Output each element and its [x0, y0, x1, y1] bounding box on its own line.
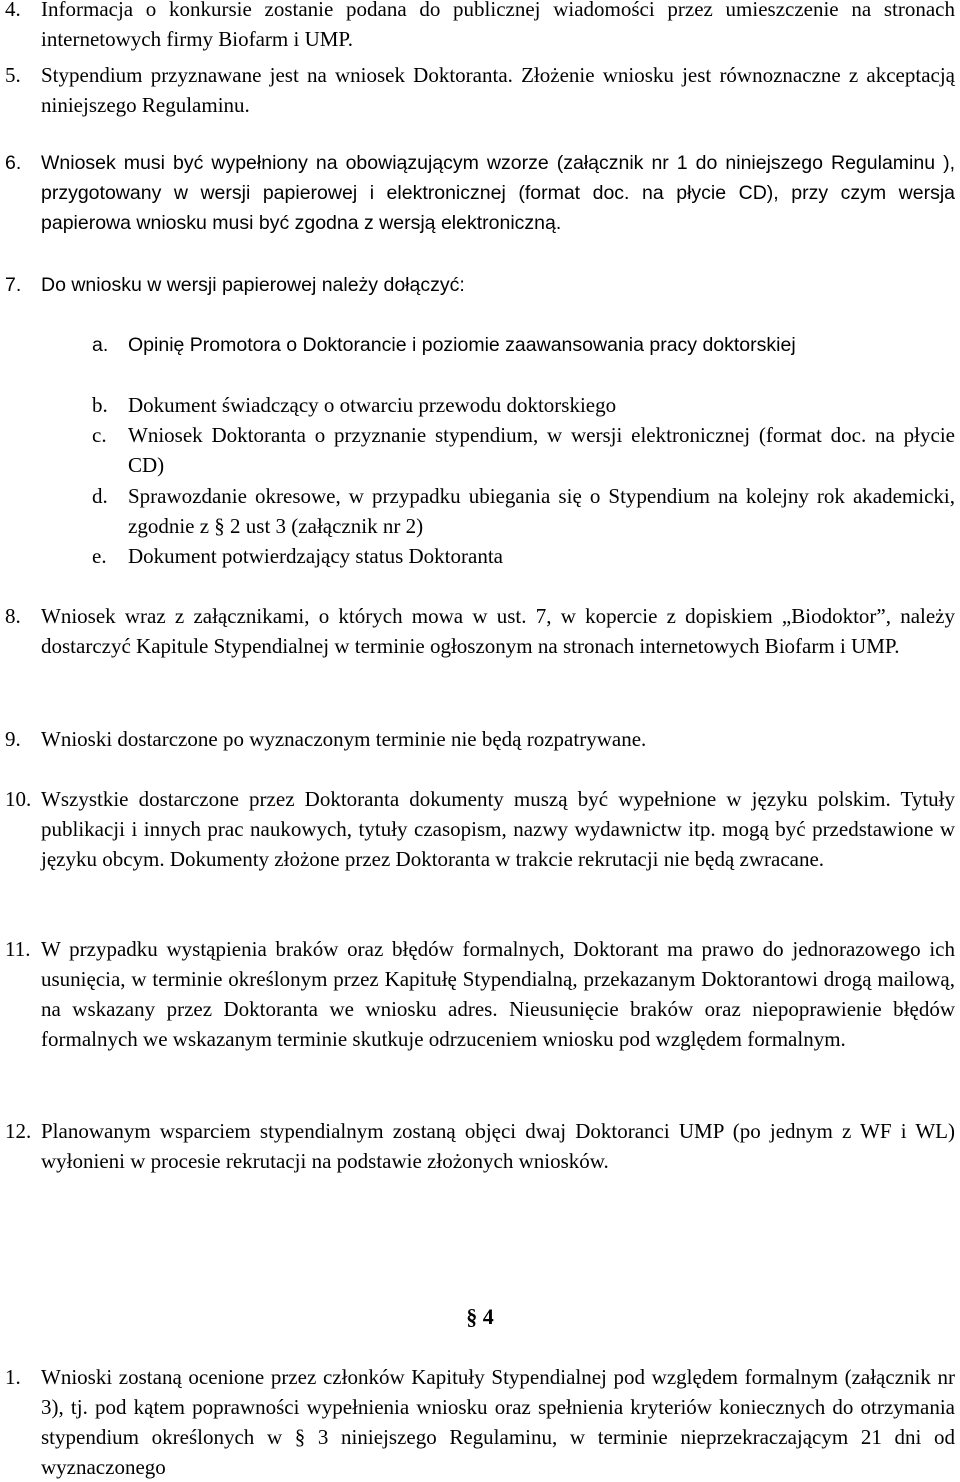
sub-item-letter: d.	[92, 484, 108, 508]
sub-list-item	[92, 420, 955, 480]
item-number: 4.	[5, 0, 21, 21]
item-text: Stypendium przyznawane jest na wniosek Doktoranta. Złożenie wniosku jest równoznaczne z akceptacją niniejszego Regulaminu.	[41, 63, 955, 117]
sub-item-text: Sprawozdanie okresowe, w przypadku ubiegania się o Stypendium na kolejny rok akademicki, zgodnie z § 2 ust 3 (załącznik nr 2)	[128, 484, 955, 538]
item-text: Informacja o konkursie zostanie podana do publicznej wiadomości przez umieszczenie na stronach internetowych firmy Biofarm i UMP.	[41, 0, 955, 51]
sub-item-letter: c.	[92, 423, 107, 447]
sub-item-letter: a.	[92, 334, 109, 356]
item-text: Wnioski zostaną ocenione przez członków Kapituły Stypendialnej pod względem formalnym (załącznik nr 3), tj. pod kątem poprawności wypełnienia wniosku oraz spełnienia kryteriów koniecznych do otrzymania stypendium określonych w § 3 niniejszego Regulaminu, w terminie nieprzekraczającym 21 dni od wyznaczonego	[41, 1365, 955, 1479]
list-item	[5, 270, 955, 300]
sub-list-item	[92, 481, 955, 541]
list-item	[5, 601, 955, 661]
list-item	[5, 0, 955, 54]
item-number: 8.	[5, 604, 21, 628]
sub-item-text: Opinię Promotora o Doktorancie i poziomie zaawansowania pracy doktorskiej	[128, 334, 796, 356]
sub-list-item	[92, 390, 955, 420]
list-item	[5, 1116, 955, 1176]
sub-item-letter: b.	[92, 393, 108, 417]
item-number: 11.	[5, 937, 31, 961]
item-number: 12.	[5, 1119, 32, 1143]
item-number: 10.	[5, 787, 32, 811]
list-item	[5, 1362, 955, 1482]
section-heading: § 4	[466, 1304, 494, 1329]
item-text: Wnioski dostarczone po wyznaczonym terminie nie będą rozpatrywane.	[41, 727, 647, 751]
item-text: Wszystkie dostarczone przez Doktoranta dokumenty muszą być wypełnione w języku polskim. Tytuły publikacji i innych prac naukowych, tytuły czasopism, nazwy wydawnictw itp. mogą być przedstawione w języku obcym. Dokumenty złożone przez Doktoranta w trakcie rekrutacji nie będą zwracane.	[41, 787, 955, 871]
sub-list-item	[92, 541, 955, 571]
sub-list-item	[92, 330, 955, 360]
list-item	[5, 60, 955, 120]
list-item	[5, 148, 955, 238]
item-text: Wniosek wraz z załącznikami, o których mowa w ust. 7, w kopercie z dopiskiem „Biodoktor”, należy dostarczyć Kapitule Stypendialnej w terminie ogłoszonym na stronach internetowych Biofarm i UMP.	[41, 604, 955, 658]
list-item	[5, 724, 955, 754]
item-text: Wniosek musi być wypełniony na obowiązującym wzorze (załącznik nr 1 do niniejszego Regulaminu ), przygotowany w wersji papierowej i elektronicznej (format doc. na płycie CD), przy czym wersja papierowa wniosku musi być zgodna z wersją elektroniczną.	[41, 152, 955, 234]
item-text: Do wniosku w wersji papierowej należy dołączyć:	[41, 274, 465, 296]
item-number: 6.	[5, 152, 22, 174]
item-number: 5.	[5, 63, 21, 87]
sub-item-text: Wniosek Doktoranta o przyznanie stypendium, w wersji elektronicznej (format doc. na płycie CD)	[128, 423, 955, 477]
item-number: 1.	[5, 1365, 21, 1389]
item-text: Planowanym wsparciem stypendialnym zostaną objęci dwaj Doktoranci UMP (po jednym z WF i WL) wyłonieni w procesie rekrutacji na podstawie złożonych wniosków.	[41, 1119, 955, 1173]
list-item	[5, 934, 955, 1054]
sub-item-text: Dokument potwierdzający status Doktoranta	[128, 544, 503, 568]
item-number: 7.	[5, 274, 22, 296]
item-number: 9.	[5, 727, 21, 751]
list-item	[5, 784, 955, 874]
sub-item-text: Dokument świadczący o otwarciu przewodu doktorskiego	[128, 393, 617, 417]
sub-item-letter: e.	[92, 544, 107, 568]
item-text: W przypadku wystąpienia braków oraz błędów formalnych, Doktorant ma prawo do jednorazowego ich usunięcia, w terminie określonym przez Kapitułę Stypendialną, przekazanym Doktorantowi drogą mailową, na wskazany przez Doktoranta we wniosku adres. Nieusunięcie braków oraz niepoprawienie błędów formalnych we wskazanym terminie skutkuje odrzuceniem wniosku pod względem formalnym.	[41, 937, 955, 1051]
